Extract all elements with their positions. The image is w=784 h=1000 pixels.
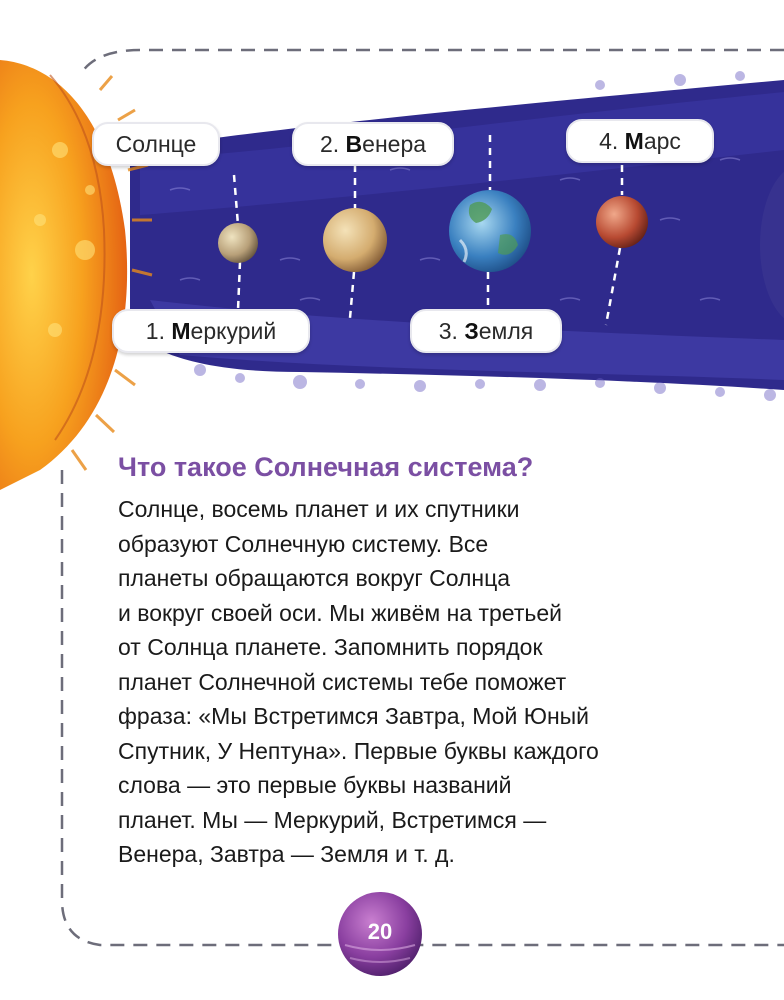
label-mercury-rest: еркурий [190, 318, 277, 344]
label-mars-number: 4. [599, 128, 625, 154]
label-mars [566, 119, 714, 163]
body-line: планет. Мы — Меркурий, Встретимся — [118, 806, 547, 833]
page-number: 20 [367, 919, 393, 944]
label-earth [410, 309, 562, 353]
label-earth-rest: емля [478, 318, 534, 344]
mercury-planet [218, 223, 258, 263]
body-line: и вокруг своей оси. Мы живём на третьей [118, 599, 562, 626]
mars-planet [596, 196, 648, 248]
label-sun-text: Солнце [115, 131, 197, 157]
body-line: от Солнца планете. Запомнить порядок [118, 634, 543, 660]
venus-planet [323, 208, 387, 272]
section-heading: Что такое Солнечная система? [118, 452, 534, 482]
label-mars-initial: М [624, 128, 644, 154]
body-line: Спутник, У Нептуна». Первые буквы каждого [118, 737, 599, 764]
label-mercury-number: 1. [145, 318, 172, 344]
body-text [118, 492, 758, 872]
label-venus-rest: енера [362, 131, 427, 157]
label-venus [292, 122, 454, 166]
label-earth-initial: З [464, 318, 479, 344]
label-venus-initial: В [345, 131, 363, 157]
body-line: слова — это первые буквы названий [118, 772, 512, 798]
label-mercury [112, 309, 310, 353]
body-line: планет Солнечной системы тебе поможет [118, 668, 567, 695]
body-line: образуют Солнечную систему. Все [118, 530, 489, 557]
label-venus-number: 2. [319, 131, 346, 157]
body-line: планеты обращаются вокруг Солнца [118, 565, 511, 591]
label-sun [92, 122, 220, 166]
label-earth-number: 3. [438, 318, 465, 344]
label-mars-rest: арс [643, 128, 681, 154]
body-line: фраза: «Мы Встретимся Завтра, Мой Юный [118, 703, 590, 729]
body-line: Солнце, восемь планет и их спутники [118, 496, 520, 522]
earth-planet [449, 190, 531, 272]
label-mercury-initial: М [171, 318, 191, 344]
body-line: Венера, Завтра — Земля и т. д. [118, 841, 455, 867]
